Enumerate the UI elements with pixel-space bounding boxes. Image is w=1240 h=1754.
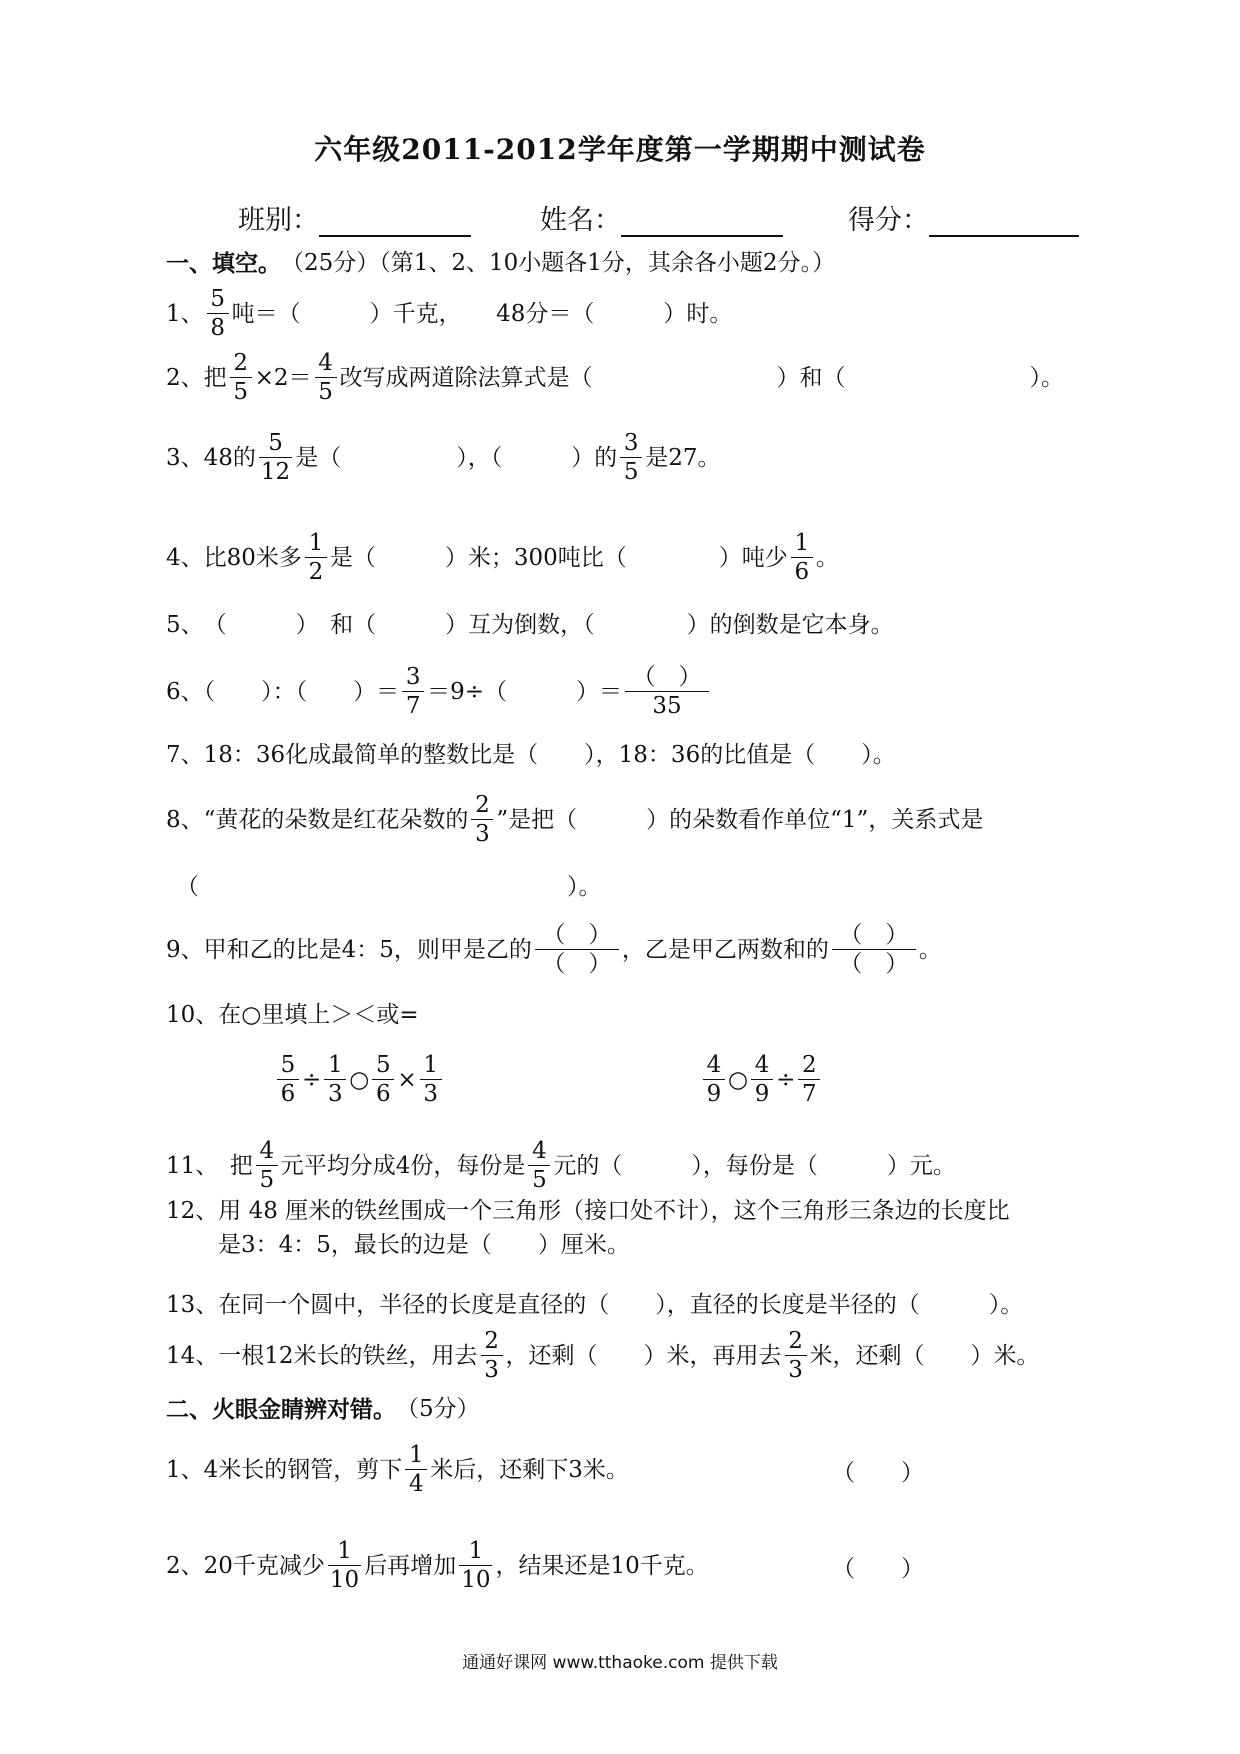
q10-right-circle[interactable]: ○ bbox=[728, 1066, 749, 1093]
question-8-line-2 bbox=[176, 876, 602, 899]
q2-fraction-1: $\frac{2}{5}$ bbox=[230, 352, 252, 404]
section1-heading: 一、填空。 bbox=[166, 250, 281, 277]
question-2 bbox=[166, 352, 1064, 404]
section2-heading: 二、火眼金睛辨对错。 bbox=[166, 1396, 396, 1423]
q14-text-b: ，还剩（ ）米，再用去 bbox=[505, 1342, 782, 1369]
q6-fraction-1: $\frac{3}{7}$ bbox=[402, 666, 424, 718]
q1-text-a: 1、 bbox=[166, 300, 204, 327]
section1-note: （25分）（第1、2、10小题各1分，其余各小题2分。） bbox=[281, 250, 836, 276]
class-field bbox=[238, 198, 471, 237]
q7-text: 7、18：36化成最简单的整数比是（ ），18：36的比值是（ ）。 bbox=[166, 742, 896, 768]
j2-fraction-1: $\frac{1}{10}$ bbox=[329, 1538, 360, 1593]
q2-text-c: 改写成两道除法算式是（ ）和（ ）。 bbox=[339, 364, 1065, 391]
q1-fraction: $\frac{5}{8}$ bbox=[207, 288, 229, 340]
q1-text-b: 吨＝（ ）千克， 48分＝（ ）时。 bbox=[231, 300, 733, 327]
q10-left-op-1: ÷ bbox=[302, 1066, 322, 1093]
question-9 bbox=[166, 924, 942, 976]
q4-text-c: 。 bbox=[815, 544, 839, 571]
judgement-2 bbox=[166, 1540, 709, 1592]
j1-fraction: $\frac{1}{4}$ bbox=[405, 1444, 427, 1496]
q10-left-op-2: × bbox=[397, 1066, 417, 1093]
footer-credit: 通通好课网 www.tthaoke.com 提供下载 bbox=[462, 1653, 778, 1673]
j2-paren[interactable]: （ ） bbox=[832, 1556, 924, 1582]
judgement-1 bbox=[166, 1444, 629, 1496]
question-6 bbox=[166, 666, 712, 718]
q10-left-fraction-2: $\frac{1}{3}$ bbox=[324, 1054, 346, 1106]
q10-left-fraction-1: $\frac{5}{6}$ bbox=[277, 1054, 299, 1106]
q6-text-b: ＝9÷（ ）＝ bbox=[427, 678, 623, 705]
j2-answer-paren[interactable] bbox=[832, 1558, 924, 1581]
j1-answer-paren[interactable] bbox=[832, 1462, 924, 1485]
q10-left-fraction-3: $\frac{5}{6}$ bbox=[372, 1054, 394, 1106]
class-blank[interactable] bbox=[319, 209, 471, 237]
j2-text-a: 2、20千克减少 bbox=[166, 1552, 325, 1579]
score-field bbox=[848, 198, 1079, 237]
j2-text-c: ，结果还是10千克。 bbox=[495, 1552, 709, 1579]
q9-fraction-2: $\frac{( )}{( )}$ bbox=[832, 924, 916, 976]
q8-text-c: （ ）。 bbox=[176, 874, 602, 900]
q14-text-a: 14、一根12米长的铁丝，用去 bbox=[166, 1342, 478, 1369]
name-field bbox=[540, 198, 783, 237]
q13-text: 13、在同一个圆中，半径的长度是直径的（ ），直径的长度是半径的（ ）。 bbox=[166, 1292, 1024, 1318]
q8-text-b: ”是把（ ）的朵数看作单位“1”，关系式是 bbox=[496, 806, 984, 833]
q10-text: 10、在○里填上＞＜或= bbox=[166, 1002, 419, 1028]
j1-text-a: 1、4米长的钢管，剪下 bbox=[166, 1456, 403, 1483]
class-label: 班别： bbox=[238, 205, 319, 236]
question-8 bbox=[166, 794, 983, 846]
q11-fraction-1: $\frac{4}{5}$ bbox=[256, 1140, 278, 1192]
question-12 bbox=[166, 1200, 1010, 1223]
question-10-right-expression bbox=[700, 1054, 823, 1106]
q3-text-b: 是（ ），（ ）的 bbox=[295, 444, 618, 471]
q9-text-a: 9、甲和乙的比是4：5，则甲是乙的 bbox=[166, 936, 532, 963]
j1-paren[interactable]: （ ） bbox=[832, 1460, 924, 1486]
q10-right-fraction-1: $\frac{4}{9}$ bbox=[703, 1054, 725, 1106]
q3-fraction-1: $\frac{5}{12}$ bbox=[260, 430, 291, 485]
q6-text-a: 6、（ ）：（ ）＝ bbox=[166, 678, 400, 705]
q11-text-c: 元的（ ），每份是（ ）元。 bbox=[553, 1152, 956, 1179]
question-10 bbox=[166, 1004, 419, 1027]
q10-left-fraction-4: $\frac{1}{3}$ bbox=[420, 1054, 442, 1106]
question-5 bbox=[166, 614, 894, 637]
page-title: 六年级2011-2012学年度第一学期期中测试卷 bbox=[314, 133, 926, 166]
q4-text-a: 4、比80米多 bbox=[166, 544, 302, 571]
j2-text-b: 后再增加 bbox=[364, 1552, 457, 1579]
q3-text-a: 3、48的 bbox=[166, 444, 256, 471]
student-info-row bbox=[0, 198, 1240, 238]
name-blank[interactable] bbox=[621, 209, 783, 237]
q9-text-b: ，乙是甲乙两数和的 bbox=[621, 936, 829, 963]
q3-fraction-2: $\frac{3}{5}$ bbox=[620, 432, 642, 484]
section2-note: （5分） bbox=[396, 1396, 480, 1422]
q14-fraction-2: $\frac{2}{3}$ bbox=[785, 1330, 807, 1382]
q10-left-circle[interactable]: ○ bbox=[349, 1066, 370, 1093]
q8-text-a: 8、“黄花的朵数是红花朵数的 bbox=[166, 806, 469, 833]
q5-text: 5、 （ ） 和（ ）互为倒数，（ ）的倒数是它本身。 bbox=[166, 612, 894, 638]
q9-fraction-1: $\frac{( )}{( )}$ bbox=[535, 924, 619, 976]
q14-fraction-1: $\frac{2}{3}$ bbox=[481, 1330, 503, 1382]
name-label: 姓名： bbox=[540, 205, 621, 236]
q3-text-c: 是27。 bbox=[645, 444, 721, 471]
question-14 bbox=[166, 1330, 1040, 1382]
j2-fraction-2: $\frac{1}{10}$ bbox=[461, 1538, 491, 1593]
q12-text-line-2: 是3：4：5，最长的边是（ ）厘米。 bbox=[218, 1232, 630, 1258]
q10-right-op: ÷ bbox=[776, 1066, 796, 1093]
score-label: 得分： bbox=[848, 205, 929, 236]
q10-right-fraction-2: $\frac{4}{9}$ bbox=[751, 1054, 773, 1106]
q11-fraction-2: $\frac{4}{5}$ bbox=[528, 1140, 550, 1192]
question-3 bbox=[166, 432, 720, 484]
score-blank[interactable] bbox=[929, 209, 1079, 237]
q2-fraction-2: $\frac{4}{5}$ bbox=[315, 352, 337, 404]
q2-text-b: ×2＝ bbox=[254, 364, 312, 391]
question-10-left-expression bbox=[274, 1054, 445, 1106]
q4-fraction-2: $\frac{1}{6}$ bbox=[791, 532, 813, 584]
question-12-line-2 bbox=[218, 1234, 630, 1257]
question-1 bbox=[166, 288, 732, 340]
question-7 bbox=[166, 744, 896, 767]
q10-right-fraction-3: $\frac{2}{7}$ bbox=[798, 1054, 820, 1106]
question-4 bbox=[166, 532, 839, 584]
q2-text-a: 2、把 bbox=[166, 364, 227, 391]
q11-text-a: 11、 把 bbox=[166, 1152, 253, 1179]
q8-fraction: $\frac{2}{3}$ bbox=[471, 794, 493, 846]
question-13 bbox=[166, 1294, 1023, 1317]
q6-fraction-2: $\frac{( )}{35}$ bbox=[625, 666, 709, 718]
question-11 bbox=[166, 1140, 956, 1192]
q12-text-line-1: 12、用 48 厘米的铁丝围成一个三角形（接口处不计），这个三角形三条边的长度比 bbox=[166, 1198, 1010, 1224]
q11-text-b: 元平均分成4份，每份是 bbox=[280, 1152, 526, 1179]
q14-text-c: 米，还剩（ ）米。 bbox=[809, 1342, 1040, 1369]
section2-heading-line bbox=[166, 1398, 480, 1421]
q4-text-b: 是（ ）米；300吨比（ ）吨少 bbox=[329, 544, 788, 571]
j1-text-b: 米后，还剩下3米。 bbox=[430, 1456, 629, 1483]
section1-heading-line bbox=[166, 252, 835, 275]
q4-fraction-1: $\frac{1}{2}$ bbox=[305, 532, 327, 584]
q9-text-c: 。 bbox=[918, 936, 942, 963]
